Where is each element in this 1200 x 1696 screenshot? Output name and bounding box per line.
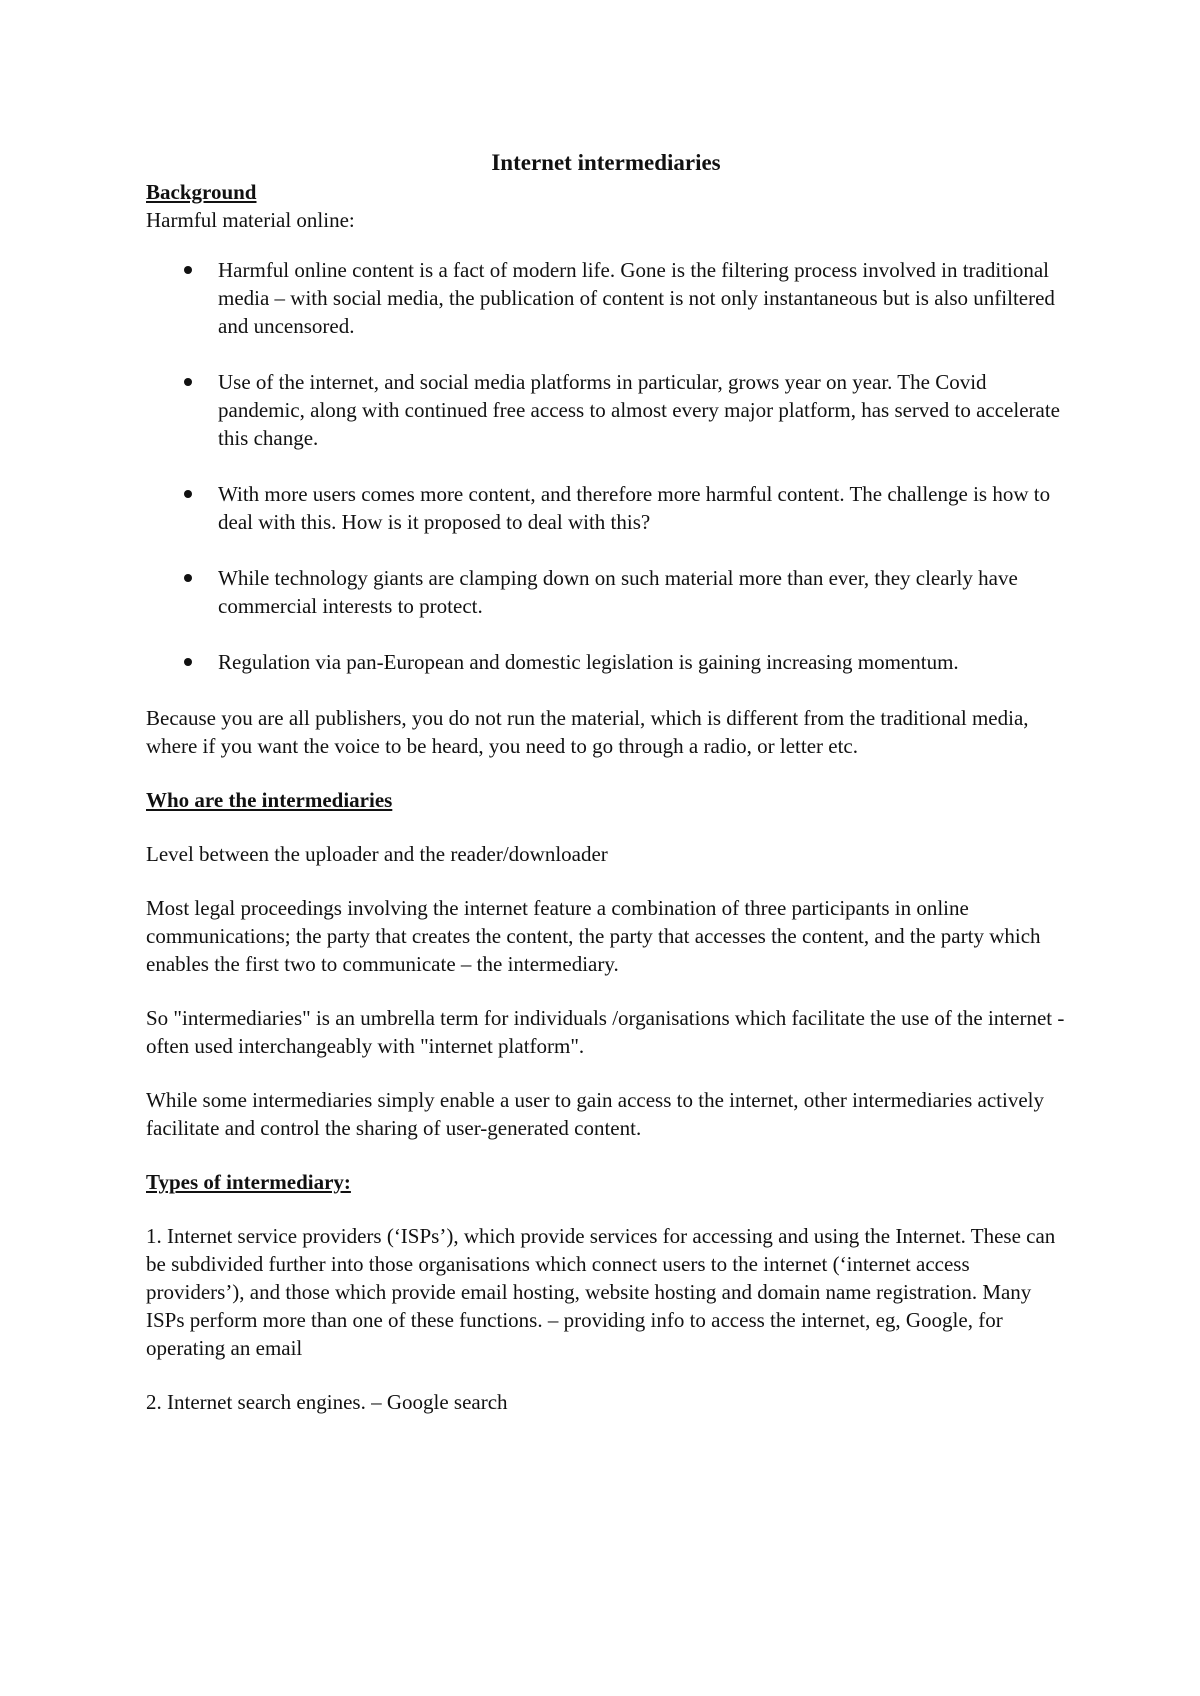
- bullet-dot-icon: [184, 490, 192, 498]
- document-title: Internet intermediaries: [491, 150, 721, 175]
- bullet-dot-icon: [184, 574, 192, 582]
- bullet-text: Regulation via pan-European and domestic legislation is gaining increasing momentum.: [218, 650, 959, 674]
- harmful-bullet-list: [146, 256, 1066, 676]
- bullet-dot-icon: [184, 378, 192, 386]
- bullet-dot-icon: [184, 658, 192, 666]
- bullet-item: [146, 648, 1066, 676]
- publishers-paragraph: Because you are all publishers, you do not run the material, which is different from the traditional media, where if you want the voice to be heard, you need to go through a radio, or letter etc.: [146, 706, 1029, 758]
- bullet-text: With more users comes more content, and therefore more harmful content. The challenge is how to deal with this. How is it proposed to deal with this?: [218, 482, 1051, 534]
- harmful-intro: Harmful material online:: [146, 208, 355, 232]
- bullet-item: [146, 256, 1066, 340]
- who-heading: Who are the intermediaries: [146, 788, 393, 812]
- bullet-text: Harmful online content is a fact of modern life. Gone is the filtering process involved in traditional media – with social media, the publication of content is not only instantaneous but is also unfiltered and uncensored.: [218, 258, 1055, 338]
- document-page: [146, 148, 1066, 1416]
- bullet-item: [146, 368, 1066, 452]
- bullet-text: Use of the internet, and social media platforms in particular, grows year on year. The Covid pandemic, along with continued free access to almost every major platform, has served to accelerate this change.: [218, 370, 1060, 450]
- background-heading: Background: [146, 180, 257, 204]
- type1-paragraph: 1. Internet service providers (‘ISPs’), which provide services for accessing and using the Internet. These can be subdivided further into those organisations which connect users to the internet (‘internet access providers’), and those which provide email hosting, website hosting and domain name registration. Many ISPs perform more than one of these functions. – providing info to access the internet, eg, Google, for operating an email: [146, 1224, 1056, 1360]
- types-heading: Types of intermediary:: [146, 1170, 351, 1194]
- umbrella-paragraph: So "intermediaries" is an umbrella term for individuals /organisations which facilitate the use of the internet - often used interchangeably with "internet platform".: [146, 1006, 1065, 1058]
- bullet-dot-icon: [184, 266, 192, 274]
- bullet-text: While technology giants are clamping down on such material more than ever, they clearly have commercial interests to protect.: [218, 566, 1018, 618]
- type2-paragraph: 2. Internet search engines. – Google search: [146, 1390, 508, 1414]
- enable-paragraph: While some intermediaries simply enable a user to gain access to the internet, other intermediaries actively facilitate and control the sharing of user-generated content.: [146, 1088, 1045, 1140]
- bullet-item: [146, 564, 1066, 620]
- level-paragraph: Level between the uploader and the reader/downloader: [146, 842, 608, 866]
- bullet-item: [146, 480, 1066, 536]
- proceedings-paragraph: Most legal proceedings involving the internet feature a combination of three participants in online communications; the party that creates the content, the party that accesses the content, and the party which enables the first two to communicate – the intermediary.: [146, 896, 1041, 976]
